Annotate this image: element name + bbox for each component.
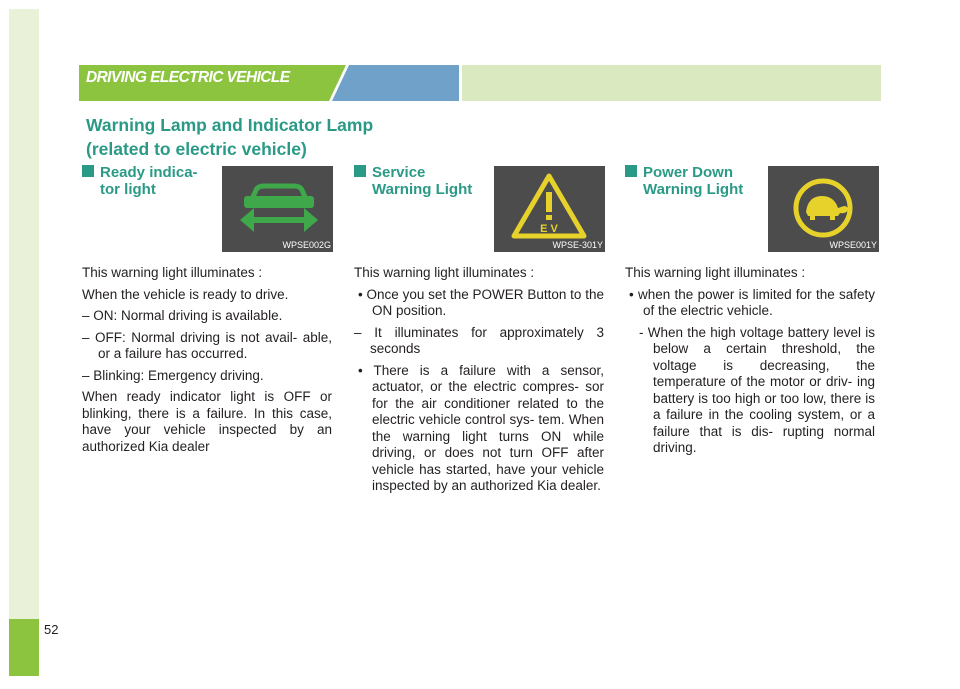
section-body: This warning light illuminates : • Once you set the POWER Button to the ON position. – It illuminates for approximately 3 seconds • There is a failure with a sensor, actuator, or the electric compres- sor for the air conditioner related to the electric vehicle control sys- tem. When the warning light turns ON while driving, or does not turn OFF after vehicle has started, have your vehicle inspected by an authorized Kia dealer.: [354, 265, 604, 493]
image-code: WPSE002G: [282, 240, 331, 250]
side-strip: [9, 9, 39, 619]
bullet-square-icon: [82, 165, 94, 177]
page-title-line2: (related to electric vehicle): [86, 139, 307, 159]
section-title: Ready indica- tor light: [82, 164, 212, 198]
image-code: WPSE-301Y: [552, 240, 603, 250]
section-body: This warning light illuminates : When the vehicle is ready to drive. – ON: Normal driving is available. – OFF: Normal driving is not avail- able, or a failure has occurred. – Blinking: Emergency driving. When ready indicator light is OFF or blinking, there is a failure. In this case, have your vehicle inspected by an authorized Kia dealer: [82, 265, 332, 454]
side-tab: [9, 619, 39, 676]
section-title: Power Down Warning Light: [625, 164, 755, 198]
page-title-line1: Warning Lamp and Indicator Lamp: [86, 115, 374, 135]
lamp-image: [494, 166, 605, 252]
bullet-square-icon: [354, 165, 366, 177]
svg-text:E V: E V: [540, 223, 558, 235]
section-title: Service Warning Light: [354, 164, 484, 198]
lamp-image: [222, 166, 333, 252]
header-title: DRIVING ELECTRIC VEHICLE: [86, 69, 290, 86]
section-body: This warning light illuminates : • when the power is limited for the safety of the electric vehicle. - When the high voltage battery level is below a certain threshold, the voltage is decreasing, the temperature of the motor or driv- ing battery is too high or too low, there is a failure in the cooling system, or a failure that is dis- rupting normal driving.: [625, 265, 875, 455]
bullet-square-icon: [625, 165, 637, 177]
page-title: [86, 113, 373, 161]
lamp-image: [768, 166, 879, 252]
image-code: WPSE001Y: [829, 240, 877, 250]
page-number: 52: [44, 622, 59, 637]
